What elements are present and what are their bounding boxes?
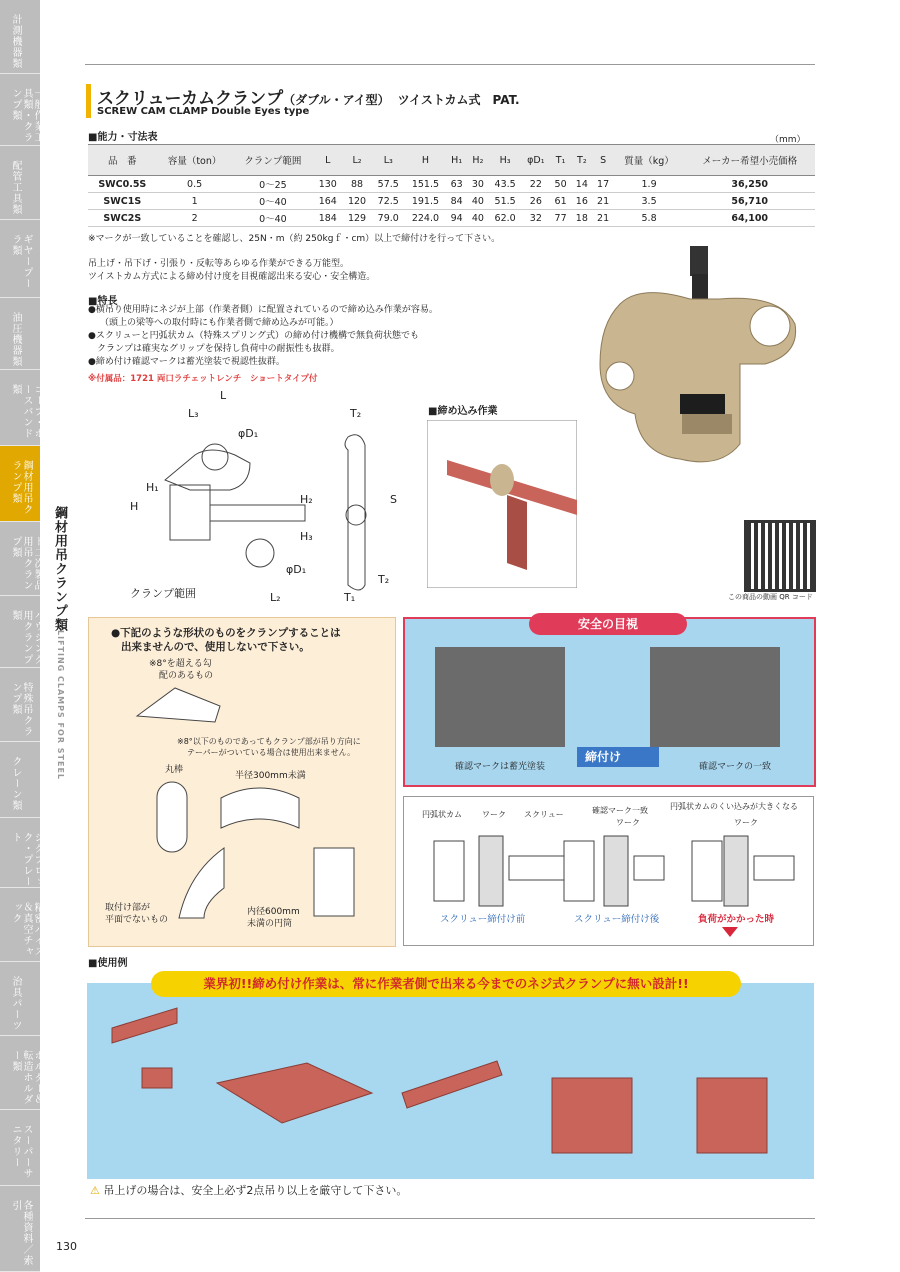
down-arrow-icon [722, 927, 738, 937]
non-flat-line1: 取付け部が [105, 903, 151, 913]
bolt-head [690, 246, 708, 276]
safety-mark-right: 確認マークの一致 [699, 762, 772, 772]
curved-plate-shape [221, 788, 299, 828]
side-body [345, 435, 365, 590]
spec-cell: 130 [313, 176, 342, 193]
spec-header-cell: 質量（kg） [614, 145, 685, 176]
dim-H1: H₁ [146, 481, 159, 494]
step3-frame [692, 841, 722, 901]
non-flat-shape [179, 848, 224, 918]
spec-cell: 164 [313, 193, 342, 210]
description-line: ツイストカム方式による締め付け度を目視確認出来る安心・安全構造。 [88, 272, 376, 282]
usage-caution [90, 1182, 407, 1198]
side-tab[interactable] [0, 888, 43, 962]
spec-cell: 72.5 [372, 193, 405, 210]
spec-cell: 64,100 [684, 210, 815, 227]
side-tab[interactable] [0, 74, 43, 146]
spec-cell: 1.9 [614, 176, 685, 193]
spec-cell: 61 [550, 193, 571, 210]
step1-caption: スクリュー締付け前 [440, 914, 526, 925]
spec-header-cell: L [313, 145, 342, 176]
spec-cell: 26 [522, 193, 550, 210]
spec-cell: 50 [550, 176, 571, 193]
dim-D1: φD₁ [238, 427, 259, 440]
safety-photo-right [650, 647, 780, 747]
spec-cell: SWC0.5S [88, 176, 157, 193]
feature-item: ●スクリューと円弧状カム（特殊スプリング式）の締め付け機構で無負荷状態でも [88, 331, 420, 341]
usage-banner: 業界初!!締め付け作業は、常に作業者側で出来る今までのネジ式クランプに無い設計!! [151, 971, 741, 997]
step3-work [724, 836, 748, 906]
side-index [0, 0, 54, 1272]
side-tab-label: クレーン類 [10, 756, 21, 811]
dim-T2b: T₂ [378, 573, 390, 586]
spec-cell: 56,710 [684, 193, 815, 210]
spec-cell: 0～40 [233, 210, 314, 227]
spec-cell: SWC2S [88, 210, 157, 227]
slope-label [149, 658, 213, 682]
spec-cell: 0～25 [233, 176, 314, 193]
product-title-en: SCREW CAM CLAMP Double Eyes type [97, 106, 310, 117]
front-body [165, 450, 250, 490]
side-tab[interactable] [0, 596, 43, 668]
dim-H3: H₃ [300, 530, 313, 543]
pipe-shape [314, 848, 354, 916]
spec-cell: 120 [342, 193, 371, 210]
top-rule [85, 64, 815, 65]
spec-cell: 79.0 [372, 210, 405, 227]
tighten-illustration [427, 420, 577, 588]
warning-box [88, 617, 396, 947]
step2-work [604, 836, 628, 906]
spec-header-cell: メーカー希望小売価格 [684, 145, 815, 176]
eye-bottom [606, 362, 634, 390]
title-accent-bar [86, 84, 91, 118]
dimension-drawing [110, 385, 440, 605]
page-number: 130 [56, 1240, 77, 1253]
spec-cell: 14 [571, 176, 592, 193]
spec-cell: 22 [522, 176, 550, 193]
mechanism-diagrams [424, 831, 804, 911]
spec-cell: 77 [550, 210, 571, 227]
side-tab-label: 精密バイス＆真空チャック [10, 902, 43, 957]
step2-frame [564, 841, 594, 901]
category-label-en: LIFTING CLAMPS FOR STEEL [56, 630, 65, 781]
spec-header-cell: H [405, 145, 446, 176]
taper-line1: ※8°以下のものであってもクランプ部が吊り方向に [177, 737, 361, 746]
side-tab[interactable] [0, 446, 40, 522]
step1-screw [509, 856, 569, 880]
spec-cell: 63 [446, 176, 467, 193]
mechanism-steps [403, 796, 814, 946]
spec-cell: 40 [467, 210, 488, 227]
spec-section-title: ■能力・寸法表 [88, 132, 158, 143]
spec-cell: 151.5 [405, 176, 446, 193]
warning-head-line2: 出来ませんので、使用しないで下さい。 [121, 641, 310, 653]
spec-header-cell: H₂ [467, 145, 488, 176]
step2-screw [634, 856, 664, 880]
product-photo [580, 244, 810, 474]
front-screw [210, 505, 305, 521]
side-tab[interactable] [0, 1036, 54, 1110]
description-line: 吊上げ・吊下げ・引張り・反転等あらゆる作業ができる万能型。 [88, 259, 350, 269]
side-tab[interactable] [0, 0, 40, 74]
spec-cell: 88 [342, 176, 371, 193]
slope-shape [135, 686, 225, 726]
tighten-title: ■締め込み作業 [428, 406, 498, 417]
step1-frame [434, 841, 464, 901]
spec-header-cell: H₃ [489, 145, 522, 176]
side-tab-label: 配管工具類 [10, 160, 21, 215]
spec-header-cell: S [592, 145, 613, 176]
eye-top [750, 306, 790, 346]
spec-cell: 191.5 [405, 193, 446, 210]
bottom-rule [85, 1218, 815, 1219]
dim-H: H [130, 500, 139, 513]
spec-cell: 62.0 [489, 210, 522, 227]
side-tab[interactable] [0, 668, 40, 742]
feature-item: ●締め付け確認マークは蓄光塗装で視認性抜群。 [88, 357, 285, 367]
step2-work-label: ワーク [616, 818, 640, 827]
qr-caption: この商品の動画 QR コード [728, 593, 813, 601]
spec-cell: 51.5 [489, 193, 522, 210]
spec-cell: 40 [467, 193, 488, 210]
plate-vertical [552, 1078, 632, 1153]
spec-cell: 129 [342, 210, 371, 227]
qr-code [744, 520, 816, 592]
side-tab-label: マイクロスコープ・ホースバンド類 [10, 384, 54, 439]
plate-horizontal [217, 1063, 372, 1123]
spec-header-cell: φD₁ [522, 145, 550, 176]
front-eye [202, 444, 228, 470]
side-tab-label: コンクリート二次製品用吊クランプ類 [10, 536, 54, 591]
feature-item: クランプは確実なグリップを保持し負荷中の耐振性も抜群。 [88, 344, 340, 354]
step3-work-label: ワーク [734, 818, 758, 827]
pipe-label [247, 906, 300, 930]
spec-cell: 84 [446, 193, 467, 210]
spec-header-cell: 品 番 [88, 145, 157, 176]
step3-caption: 負荷がかかった時 [698, 914, 775, 925]
side-tab[interactable] [0, 220, 40, 298]
spec-cell: 43.5 [489, 176, 522, 193]
spec-header-cell: L₃ [372, 145, 405, 176]
category-label-jp: 鋼材用吊クランプ類 [52, 506, 67, 632]
table-row [88, 193, 815, 210]
spec-header-cell: H₁ [446, 145, 467, 176]
spec-footnote: ※マークが一致していることを確認し、25N・m（約 250kgｆ・cm）以上で締付けを行って下さい。 [88, 234, 501, 244]
product-title: スクリューカムクランプ [97, 89, 284, 109]
front-frame [170, 485, 210, 540]
round-bar-shape [157, 782, 187, 852]
safety-panel [403, 617, 816, 787]
dim-L: L [220, 389, 227, 402]
warning-triangle-icon: ⚠ [90, 1184, 100, 1197]
table-row [88, 210, 815, 227]
dim-T1: T₁ [344, 591, 356, 604]
spec-cell: 3.5 [614, 193, 685, 210]
features-title: ■特長 [88, 296, 118, 307]
spec-cell: 0.5 [157, 176, 233, 193]
product-type: ツイストカム式 PAT. [397, 93, 520, 107]
spec-cell: 5.8 [614, 210, 685, 227]
cam [680, 394, 725, 414]
side-tab-label: スーパーサニタリー [10, 1124, 32, 1179]
side-tab-label: 一般作業工具類・クランプ類 [10, 88, 43, 143]
accessory-note: ※付属品：1721 両口ラチェットレンチ ショートタイプ付 [88, 374, 318, 384]
step1-work-label: ワーク [482, 810, 506, 819]
dim-S: S [390, 493, 397, 506]
taper-label [177, 736, 361, 758]
taper-line2: テーパーがついている場合は使用出来ません。 [187, 748, 356, 757]
steel-web [507, 495, 527, 570]
side-tab-label: ジグブロック・プレート [10, 832, 43, 887]
overhead-beam [112, 1008, 177, 1043]
spec-header-row [88, 145, 815, 176]
warning-head-line1: ●下記のような形状のものをクランプすることは [111, 627, 341, 639]
table-row [88, 176, 815, 193]
side-tab-label: ギヤープーラ類 [10, 234, 32, 289]
spec-cell: 2 [157, 210, 233, 227]
pipe-line1: 内径600mm [247, 907, 300, 917]
feature-item: ●横吊り使用時にネジが上部（作業者側）に配置されているので締め込み作業が容易。 [88, 305, 438, 315]
step1-work [479, 836, 503, 906]
side-tab-label: 油圧機器類 [10, 312, 21, 367]
jaw [682, 414, 732, 434]
spec-cell: 57.5 [372, 176, 405, 193]
side-tab-label: 計測機器類 [10, 14, 21, 69]
side-tab[interactable] [0, 1110, 40, 1186]
side-tab-label: 治具パーツ [10, 976, 21, 1031]
side-tab-label: 各種資料／索引 [10, 1200, 32, 1266]
feature-item: （頭上の梁等への取付時にも作業者側で締め込みが可能。） [100, 318, 339, 328]
side-tab[interactable] [0, 962, 40, 1036]
side-tab[interactable] [0, 742, 40, 818]
side-tab[interactable] [0, 298, 40, 370]
spec-cell: 224.0 [405, 210, 446, 227]
spec-cell: 30 [467, 176, 488, 193]
round-bar-label: 丸棒 [165, 765, 184, 775]
pipe-line2: 未満の円筒 [247, 919, 293, 929]
usage-title: ■使用例 [88, 958, 128, 969]
spec-cell: 18 [571, 210, 592, 227]
warning-head [111, 626, 341, 654]
step2-mark-label: 確認マーク一致 [592, 806, 648, 815]
spec-header-cell: L₂ [342, 145, 371, 176]
dim-L3: L₃ [188, 407, 199, 420]
non-flat-line2: 平面でないもの [105, 915, 169, 925]
spec-cell: 184 [313, 210, 342, 227]
side-tab[interactable] [0, 522, 54, 596]
spec-table [88, 144, 815, 227]
spec-header-cell: クランプ範囲 [233, 145, 314, 176]
side-tab[interactable] [0, 818, 43, 888]
spec-cell: 32 [522, 210, 550, 227]
column-assembly [697, 1078, 767, 1153]
slope-line2: 配のあるもの [159, 671, 214, 681]
usage-panel [87, 983, 814, 1179]
side-tab[interactable] [0, 370, 54, 446]
spec-cell: SWC1S [88, 193, 157, 210]
spec-header-cell: 容量（ton） [157, 145, 233, 176]
spec-cell: 21 [592, 193, 613, 210]
step3-screw [754, 856, 794, 880]
side-tab[interactable] [0, 1186, 40, 1272]
spec-cell: 36,250 [684, 176, 815, 193]
tighten-arrow: 締付け [577, 747, 659, 767]
front-eye2 [246, 539, 274, 567]
spec-cell: 94 [446, 210, 467, 227]
step1-cam-label: 円弧状カム [422, 810, 462, 819]
description [88, 258, 375, 284]
spec-cell: 1 [157, 193, 233, 210]
spec-cell: 21 [592, 210, 613, 227]
spec-cell: 17 [592, 176, 613, 193]
caution-text: 吊上げの場合は、安全上必ず2点吊り以上を厳守して下さい。 [103, 1184, 408, 1197]
spec-cell: 16 [571, 193, 592, 210]
safety-photo-left [435, 647, 565, 747]
clamp-small [490, 464, 514, 496]
usage-illustrations [87, 983, 814, 1179]
side-tab-label: 鋼材用吊クランプ類 [10, 460, 32, 515]
side-tab-label: 特殊吊クランプ類 [10, 682, 32, 737]
step1-screw-label: スクリュー [524, 810, 564, 819]
safety-title: 安全の目視 [529, 613, 687, 635]
beam-lift [402, 1061, 502, 1108]
side-tab-label: ハウジング用クランプ類 [10, 610, 43, 665]
step2-caption: スクリュー締付け後 [574, 914, 660, 925]
features-list [88, 304, 438, 369]
step3-cam-label: 円弧状カムのくい込みが大きくなる [670, 802, 798, 811]
side-tab[interactable] [0, 146, 40, 220]
unit-label: （mm） [770, 135, 806, 145]
slope-line1: ※8°を超える勾 [149, 659, 212, 669]
product-subtitle: （ダブル・アイ型） [283, 93, 390, 107]
dim-H2: H₂ [300, 493, 313, 506]
spec-header-cell: T₁ [550, 145, 571, 176]
spec-cell: 0～40 [233, 193, 314, 210]
radius-label: 半径300mm未満 [235, 771, 306, 781]
dim-D1b: φD₁ [286, 563, 307, 576]
non-flat-label [105, 902, 168, 926]
side-tab-label: ローレットホルダー＆転造ホルダー類 [10, 1050, 54, 1105]
dim-T2: T₂ [350, 407, 362, 420]
side-hex [346, 505, 366, 525]
dim-range: クランプ範囲 [130, 587, 196, 600]
dim-L2: L₂ [270, 591, 281, 604]
spec-header-cell: T₂ [571, 145, 592, 176]
chain-hoist [142, 1068, 172, 1088]
safety-mark-left: 確認マークは蓄光塗装 [455, 762, 546, 772]
